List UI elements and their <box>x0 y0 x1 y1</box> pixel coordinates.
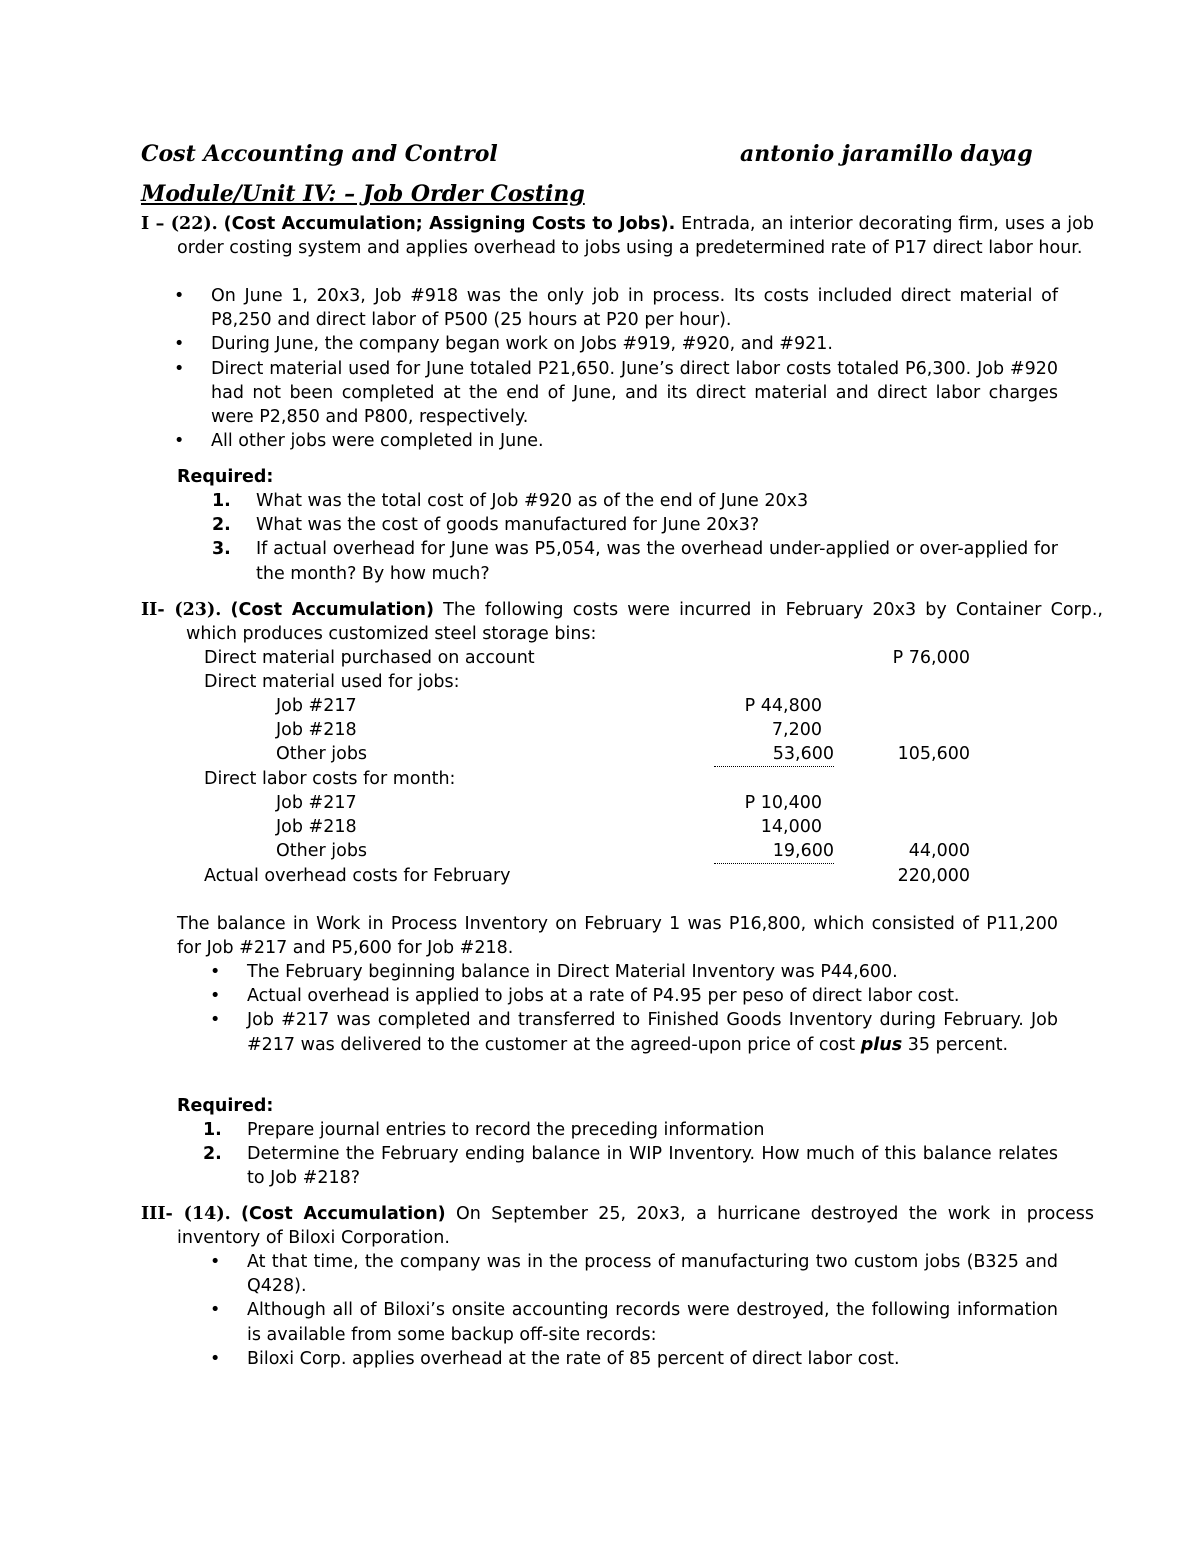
bullet-icon: • <box>210 1300 221 1321</box>
bullet-icon: • <box>210 1010 221 1031</box>
problem-2-text: The following costs were incurred in February 20x3 by Container Corp., which produces customized steel storage bins: <box>186 600 1103 645</box>
module-title: Module/Unit IV: – Job Order Costing <box>141 181 585 207</box>
list-item: • Job #217 was completed and transferred to Finished Goods Inventory during February. Job #217 was delivered to the customer at the agreed-upon price of cost plus 35 percent. <box>210 1010 1058 1055</box>
dm-purchased-total: P 76,000 <box>892 648 970 668</box>
list-item: 3. If actual overhead for June was P5,054, was the overhead under-applied or over-applied for the month? By how much? <box>212 539 1058 584</box>
bullet-icon: • <box>210 1252 221 1272</box>
problem-1-number: I – (22). <box>141 214 218 234</box>
list-item: 2. What was the cost of goods manufactured for June 20x3? <box>212 515 760 536</box>
bullet-icon: • <box>174 358 185 379</box>
table-row-label: Job #217 <box>276 696 357 716</box>
problem-3-topic: (Cost Accumulation) <box>241 1204 446 1224</box>
dm-used-total: 105,600 <box>897 744 970 764</box>
problem-1-intro <box>141 212 1094 260</box>
problem-2-bullets <box>210 960 1058 1057</box>
problem-1-text: Entrada, an interior decorating firm, uses a job order costing system and applies overhead to jobs using a predetermined rate of P17 direct labor hour. <box>177 214 1094 259</box>
table-cell-amount: 53,600 <box>714 742 834 767</box>
problem-3-number: III- (14). <box>141 1204 231 1224</box>
author-name: antonio jaramillo dayag <box>740 141 1033 167</box>
list-item: • On June 1, 20x3, Job #918 was the only job in process. Its costs included direct material of P8,250 and direct labor of P500 (25 hours at P20 per hour). <box>174 286 1058 331</box>
table-cell-amount: 7,200 <box>771 720 822 740</box>
bullet-icon: • <box>174 334 185 355</box>
oh-total: 220,000 <box>897 866 970 886</box>
problem-3-text: On September 25, 20x3, a hurricane destroyed the work in process inventory of Biloxi Corporation. <box>177 1204 1094 1249</box>
table-row-label: Job #218 <box>276 720 357 740</box>
problem-3-bullets <box>210 1250 1058 1371</box>
table-cell-amount: 19,600 <box>714 839 834 864</box>
table-row-label: Job #217 <box>276 793 357 813</box>
problem-2-number: II- (23). <box>141 600 222 620</box>
list-item: • All other jobs were completed in June. <box>211 429 1058 453</box>
table-cell-amount: P 10,400 <box>744 793 822 813</box>
table-cell-amount: P 44,800 <box>744 696 822 716</box>
list-item: • Direct material used for June totaled P21,650. June’s direct labor costs totaled P6,300. Job #920 had not been completed at the end of June, and its direct material and direct labor charges were P2,850 and P800, respectively. <box>174 358 1058 428</box>
table-row-label: Other jobs <box>276 744 368 764</box>
dm-purchased-label: Direct material purchased on account <box>204 648 535 668</box>
list-item: 1. Prepare journal entries to record the preceding information <box>203 1120 765 1140</box>
list-item: 2. Determine the February ending balance in WIP Inventory. How much of this balance relates to Job #218? <box>203 1144 1058 1189</box>
problem-1-topic: (Cost Accumulation; Assigning Costs to Jobs). <box>223 214 676 234</box>
dm-used-label: Direct material used for jobs: <box>204 672 460 692</box>
bullet-icon: • <box>174 431 185 452</box>
list-item: • Biloxi Corp. applies overhead at the rate of 85 percent of direct labor cost. <box>247 1347 1058 1371</box>
list-item: 1. What was the total cost of Job #920 as of the end of June 20x3 <box>212 491 809 511</box>
table-row-label: Job #218 <box>276 817 357 837</box>
problem-2-topic: (Cost Accumulation) <box>230 600 434 620</box>
problem-2-intro <box>141 598 1103 646</box>
list-item: • At that time, the company was in the process of manufacturing two custom jobs (B325 and Q428). <box>210 1252 1058 1297</box>
problem-2-required-list <box>203 1118 1058 1191</box>
list-item: • During June, the company began work on Jobs #919, #920, and #921. <box>211 332 1058 356</box>
table-cell-amount: 14,000 <box>760 817 822 837</box>
problem-1-bullets <box>174 284 1058 453</box>
dl-total: 44,000 <box>908 841 970 861</box>
table-row-label: Other jobs <box>276 841 368 861</box>
bullet-icon: • <box>210 1348 221 1369</box>
wip-balance-text: The balance in Work in Process Inventory on February 1 was P16,800, which consisted of P11,200 for Job #217 and P5,600 for Job #218. <box>177 914 1058 959</box>
problem-2-required-label: Required: <box>177 1096 274 1116</box>
problem-1-required-list <box>212 489 1058 586</box>
dl-label: Direct labor costs for month: <box>204 769 456 789</box>
problem-3-intro <box>141 1202 1094 1250</box>
bullet-icon: • <box>174 286 185 306</box>
course-title: Cost Accounting and Control <box>141 141 498 167</box>
list-item: • Although all of Biloxi’s onsite accounting records were destroyed, the following information is available from some backup off-site records: <box>210 1300 1058 1345</box>
bullet-icon: • <box>210 962 221 982</box>
bullet-icon: • <box>210 986 221 1007</box>
list-item: • The February beginning balance in Direct Material Inventory was P44,600. <box>247 960 1058 984</box>
list-item: • Actual overhead is applied to jobs at a rate of P4.95 per peso of direct labor cost. <box>247 984 1058 1008</box>
problem-1-required-label: Required: <box>177 467 274 487</box>
oh-label: Actual overhead costs for February <box>204 866 511 886</box>
